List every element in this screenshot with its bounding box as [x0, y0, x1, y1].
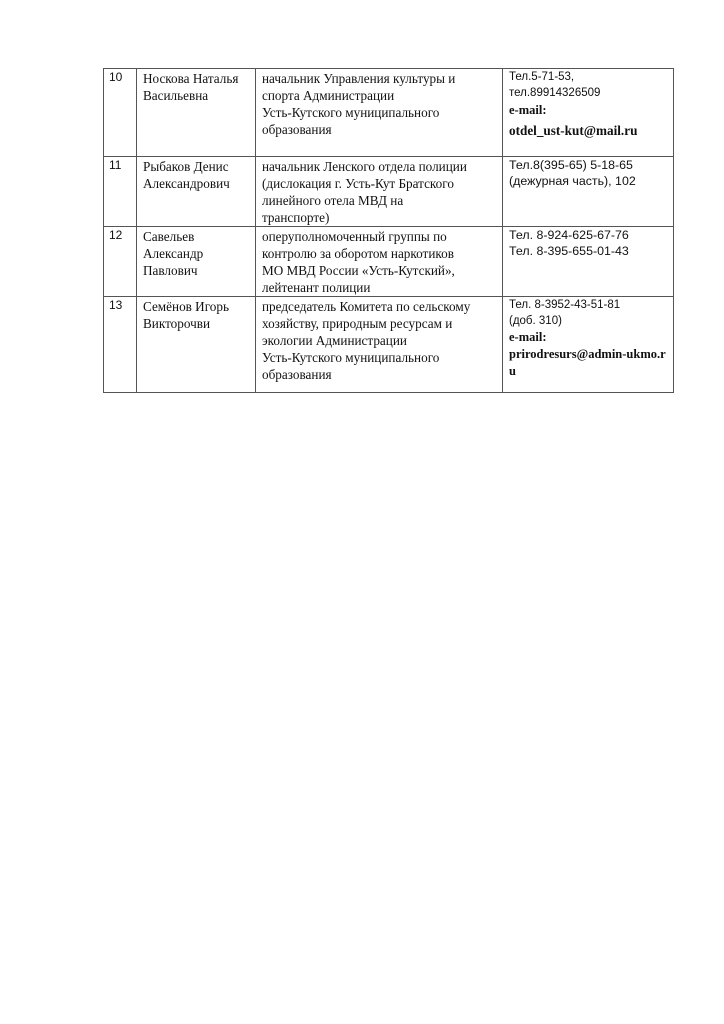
contact-info — [503, 157, 674, 227]
email-address: otdel_ust-kut@mail.ru — [509, 123, 638, 138]
position-line: транспорте) — [262, 210, 330, 225]
position-line: (дислокация г. Усть-Кут Братского — [262, 176, 454, 191]
position-line: Усть-Кутского муниципального — [262, 105, 440, 120]
position-line: линейного отела МВД на — [262, 193, 404, 208]
name-line: Васильевна — [143, 88, 209, 103]
position-line: начальник Ленского отдела полиции — [262, 159, 467, 174]
name-line: Викторочви — [143, 316, 211, 331]
phone-text: (дежурная часть), 102 — [509, 174, 636, 188]
contact-info — [503, 227, 674, 297]
name-line: Павлович — [143, 263, 198, 278]
table-row — [104, 157, 674, 227]
contact-info — [503, 297, 674, 393]
position-line: экологии Администрации — [262, 333, 407, 348]
person-position — [256, 227, 503, 297]
email-label: e-mail: — [509, 103, 547, 117]
person-name — [137, 297, 256, 393]
position-line: начальник Управления культуры и — [262, 71, 456, 86]
person-name — [137, 69, 256, 157]
name-line: Александр — [143, 246, 204, 261]
row-number: 12 — [104, 227, 137, 297]
row-number: 10 — [104, 69, 137, 157]
position-line: МО МВД России «Усть-Кутский», — [262, 263, 455, 278]
position-line: председатель Комитета по сельскому — [262, 299, 471, 314]
position-line: лейтенант полиции — [262, 280, 371, 295]
row-number: 13 — [104, 297, 137, 393]
position-line: спорта Администрации — [262, 88, 395, 103]
name-line: Носкова Наталья — [143, 71, 239, 86]
position-line: Усть-Кутского муниципального — [262, 350, 440, 365]
name-line: Семёнов Игорь — [143, 299, 229, 314]
phone-text: Тел. 8-924-625-67-76 — [509, 228, 629, 242]
position-line: оперуполномоченный группы по — [262, 229, 447, 244]
table-row — [104, 227, 674, 297]
phone-text: Тел.8(395-65) 5-18-65 — [509, 158, 633, 172]
position-line: образования — [262, 367, 332, 382]
person-position — [256, 69, 503, 157]
phone-text: (доб. 310) — [509, 315, 562, 327]
table-row — [104, 69, 674, 157]
phone-text: Тел.5-71-53, — [509, 71, 575, 83]
position-line: образования — [262, 122, 332, 137]
phone-text: Тел. 8-3952-43-51-81 — [509, 299, 621, 311]
name-line: Рыбаков Денис — [143, 159, 229, 174]
phone-text: Тел. 8-395-655-01-43 — [509, 244, 629, 258]
name-line: Александрович — [143, 176, 230, 191]
position-line: хозяйству, природным ресурсам и — [262, 316, 453, 331]
contacts-table — [103, 68, 674, 393]
person-name — [137, 157, 256, 227]
phone-text: тел.89914326509 — [509, 87, 601, 99]
person-position — [256, 297, 503, 393]
person-name — [137, 227, 256, 297]
table-row — [104, 297, 674, 393]
person-position — [256, 157, 503, 227]
contact-info — [503, 69, 674, 157]
row-number: 11 — [104, 157, 137, 227]
name-line: Савельев — [143, 229, 195, 244]
email-address: prirodresurs@admin-ukmo.ru — [509, 347, 666, 378]
email-label: e-mail: — [509, 330, 547, 344]
position-line: контролю за оборотом наркотиков — [262, 246, 454, 261]
